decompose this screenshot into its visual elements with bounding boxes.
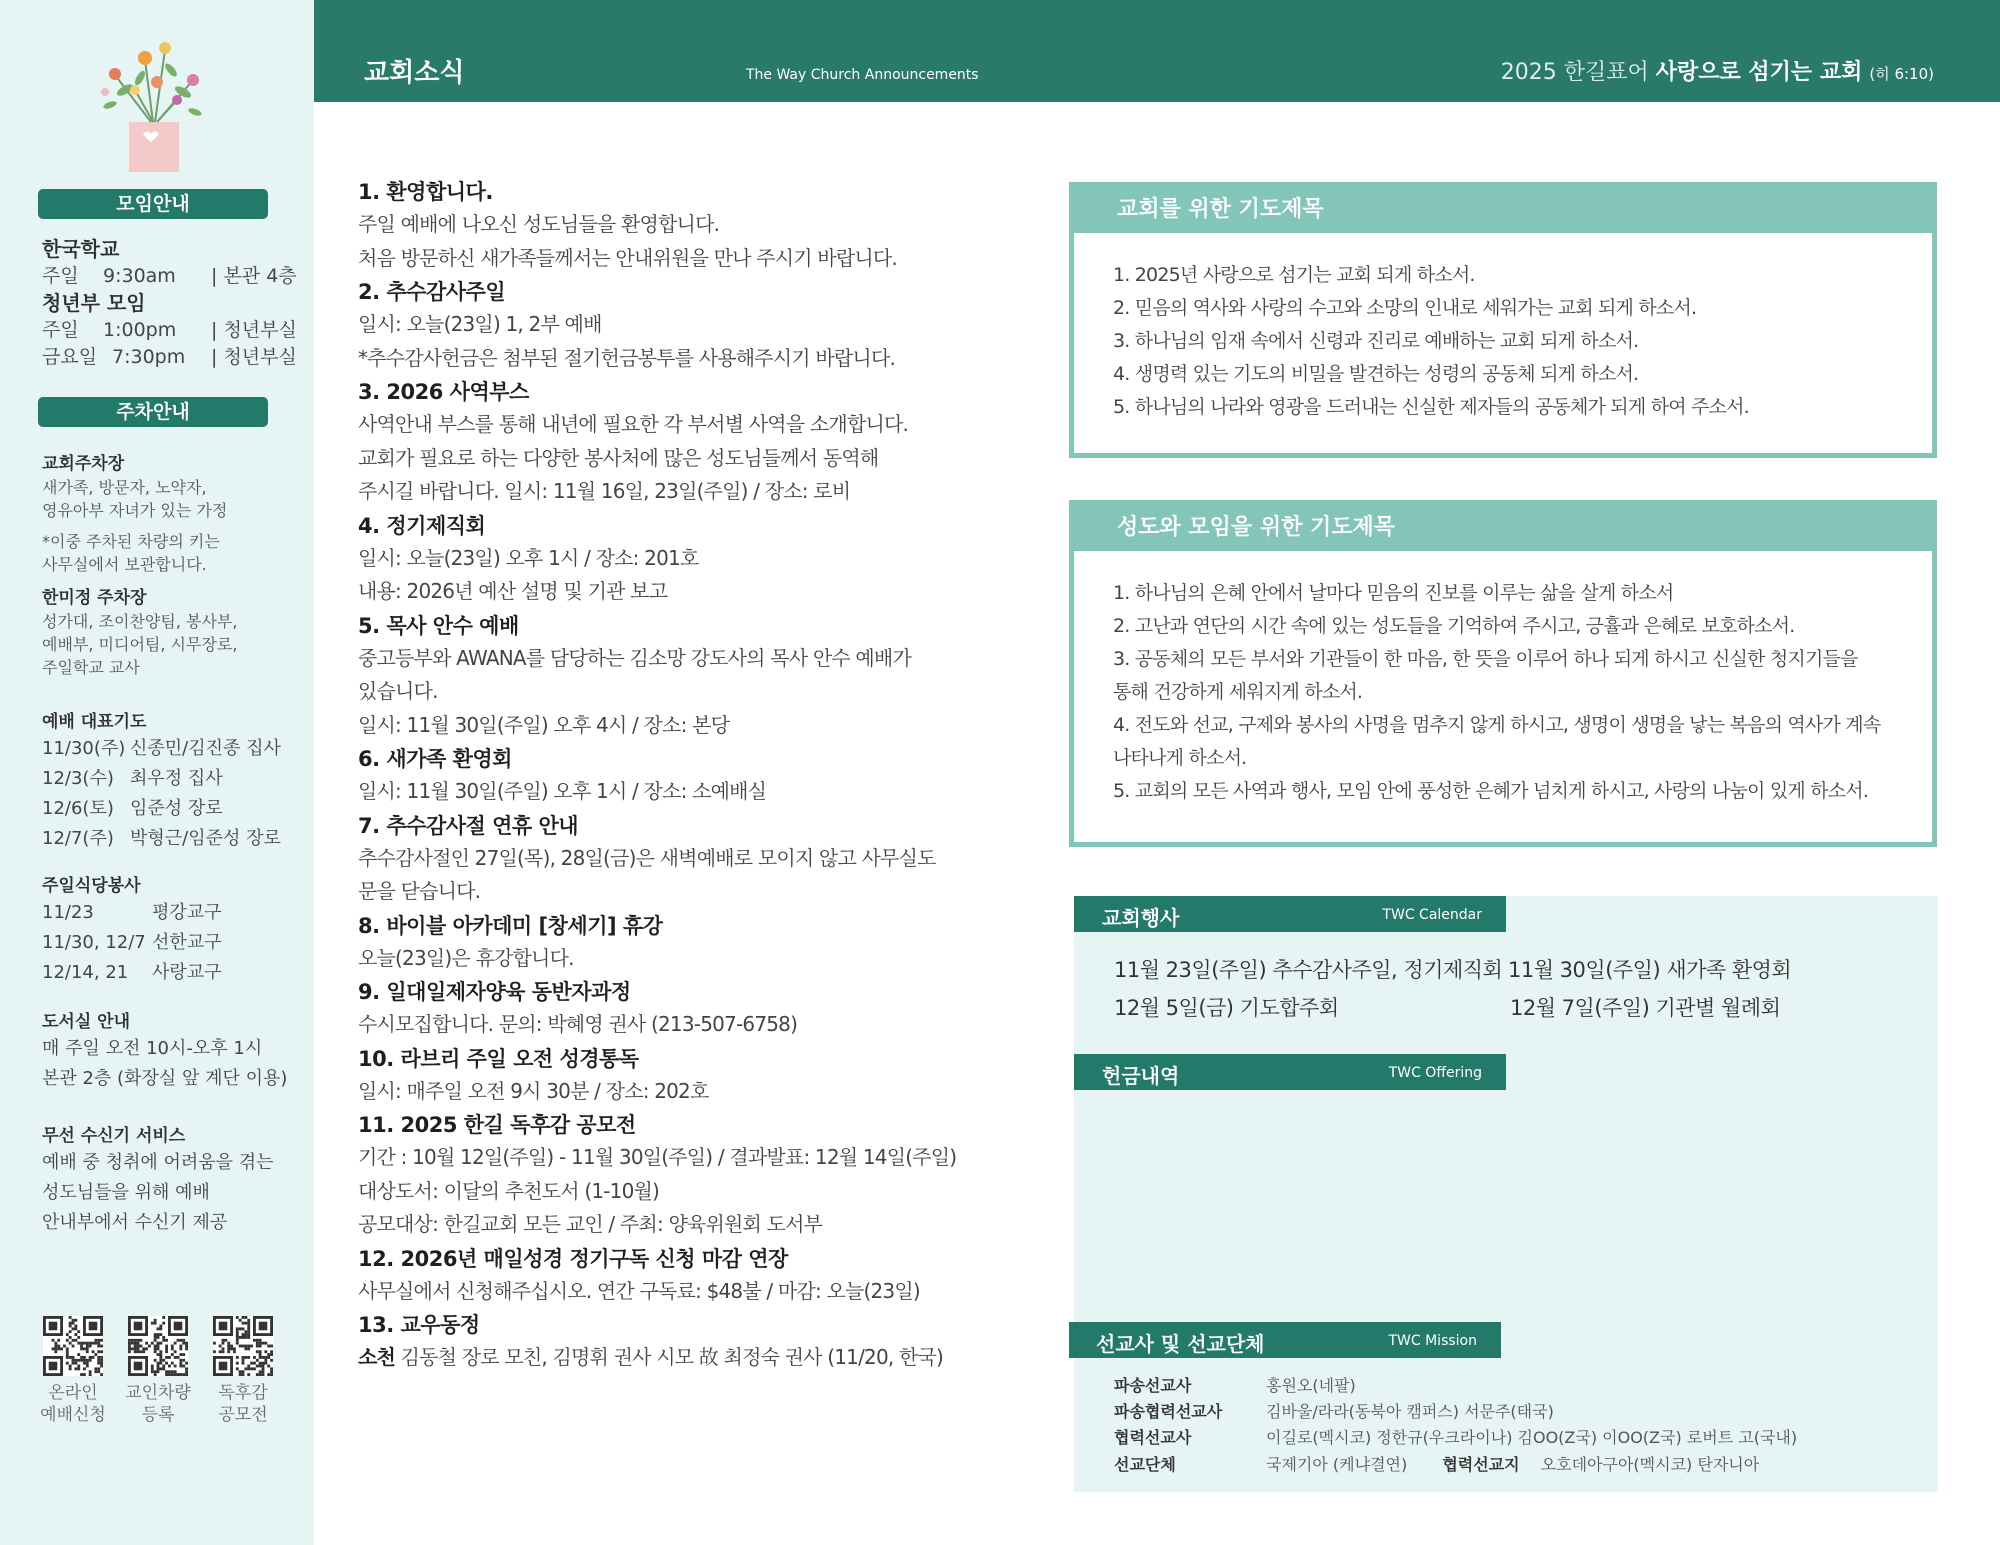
meeting-place: | 청년부실: [211, 346, 297, 368]
members-prayer-box: [1069, 500, 1937, 847]
qr-label: 등록: [141, 1405, 175, 1425]
church-prayer-box: [1069, 182, 1937, 458]
mission-key: 선교단체: [1114, 1455, 1176, 1474]
announcement-item: [358, 277, 988, 375]
announcement-line: 처음 방문하신 새가족들께서는 안내위원을 만나 주시기 바랍니다.: [358, 245, 897, 270]
parking-note: 사무실에서 보관합니다.: [42, 555, 207, 574]
announcement-title: 5. 목사 안수 예배: [358, 613, 519, 638]
announcement-line: *추수감사헌금은 첨부된 절기헌금봉투를 사용해주시기 바랍니다.: [358, 345, 896, 370]
calendar-event: 11월 30일(주일) 새가족 환영회: [1508, 958, 1792, 982]
announcement-line: 주일 예배에 나오신 성도님들을 환영합니다.: [358, 212, 720, 236]
announcement-title: 4. 정기제직회: [358, 513, 486, 538]
qr-label: 공모전: [218, 1405, 268, 1425]
wireless-section: [42, 1124, 302, 1238]
cafeteria-section: [42, 874, 302, 988]
mission-title: 선교사 및 선교단체: [1096, 1332, 1265, 1356]
announcement-title: 12. 2026년 매일성경 정기구독 신청 마감 연장: [358, 1246, 788, 1271]
rep-name: 박형근/임준성 장로: [130, 828, 281, 849]
sidebar: [0, 0, 314, 1545]
wireless-text: 성도님들을 위해 예배: [42, 1182, 210, 1203]
wireless-title: 무선 수신기 서비스: [42, 1126, 186, 1146]
page-title: 교회소식: [364, 58, 465, 88]
rep-name: 최우정 집사: [130, 768, 223, 789]
parking-section: [42, 452, 302, 679]
qr-code-icon: [213, 1316, 273, 1376]
mission-key: 파송협력선교사: [1114, 1402, 1223, 1421]
prayer-rep-title: 예배 대표기도: [42, 712, 147, 732]
announcement-line: 내용: 2026년 예산 설명 및 기관 보고: [358, 579, 668, 603]
announcement-item: [358, 611, 988, 743]
announcement-item: [358, 177, 988, 275]
parking-guide-label: 주차안내: [38, 397, 268, 427]
announcement-line: 대상도서: 이달의 추천도서 (1-10월): [358, 1178, 660, 1203]
library-text: 본관 2층 (화장실 앞 계단 이용): [42, 1068, 288, 1089]
meeting-row: [42, 317, 302, 344]
announcement-title: 7. 추수감사절 연휴 안내: [358, 813, 579, 838]
mission-key: 파송선교사: [1114, 1376, 1192, 1395]
qr-label: 독후감: [218, 1383, 268, 1403]
parking-text: 영유아부 자녀가 있는 가정: [42, 501, 228, 520]
motto-reference: (히 6:10): [1869, 65, 1934, 83]
cafeteria-date: 11/30, 12/7: [42, 932, 146, 953]
announcement-line: 기간 : 10월 12일(주일) - 11월 30일(주일) / 결과발표: 12월 14일(주일): [358, 1145, 957, 1169]
rep-name: 임준성 장로: [130, 798, 223, 819]
calendar-header: [1074, 896, 1506, 932]
prayer-item: 3. 공동체의 모든 부서와 기관들이 한 마음, 한 뜻을 이루어 하나 되게 하시고 신실한 청지기들을: [1113, 648, 1858, 670]
announcement-item: [358, 1244, 988, 1309]
announcement-text: 김동철 장로 모친, 김명휘 권사 시모 故 최정숙 권사 (11/20, 한국): [395, 1345, 944, 1369]
qr-label: 온라인: [48, 1383, 98, 1403]
prayer-item: 4. 전도와 선교, 구제와 봉사의 사명을 멈추지 않게 하시고, 생명이 생명을 낳는 복음의 역사가 계속: [1113, 714, 1881, 736]
announcements-list: [358, 177, 988, 1377]
announcement-line: 주시길 바랍니다. 일시: 11월 16일, 23일(주일) / 장소: 로비: [358, 479, 851, 503]
announcement-line: 오늘(23일)은 휴강합니다.: [358, 945, 574, 970]
announcement-line: 추수감사절인 27일(목), 28일(금)은 새벽예배로 모이지 않고 사무실도: [358, 845, 936, 870]
motto-prefix: 2025 한길표어: [1500, 60, 1649, 85]
parking-text: 예배부, 미디어팀, 시무장로,: [42, 635, 238, 654]
announcement-title: 10. 라브리 주일 오전 성경통독: [358, 1046, 639, 1071]
mission-extra-key: 협력선교지: [1442, 1455, 1520, 1474]
announcement-line: 사무실에서 신청해주십시오. 연간 구독료: $48불 / 마감: 오늘(23일): [358, 1278, 920, 1303]
prayer-rep-row: [42, 824, 302, 854]
qr-vehicle-registration[interactable]: [126, 1316, 190, 1426]
cafeteria-date: 12/14, 21: [42, 962, 129, 983]
meeting-day: 주일: [42, 319, 79, 341]
cafeteria-group: 선한교구: [152, 932, 222, 953]
rep-date: 11/30(주): [42, 738, 126, 759]
events-panel: [1074, 896, 1938, 1492]
parking-note: *이중 주차된 차량의 키는: [42, 532, 220, 551]
announcement-lead: 소천: [358, 1345, 396, 1369]
mission-value: [1266, 1452, 1759, 1475]
qr-book-report-contest[interactable]: [211, 1316, 275, 1426]
mission-subtitle: TWC Mission: [1388, 1333, 1477, 1349]
cafeteria-title: 주일식당봉사: [42, 876, 141, 896]
mission-value: 홍원오(네팔): [1266, 1376, 1356, 1395]
qr-code-icon: [43, 1316, 103, 1376]
announcement-item: [358, 911, 988, 976]
wireless-text: 예배 중 청취에 어려움을 겪는: [42, 1152, 274, 1173]
library-text: 매 주일 오전 10시-오후 1시: [42, 1038, 263, 1059]
cafeteria-group: 사랑교구: [152, 962, 222, 983]
qr-code-icon: [128, 1316, 188, 1376]
announcement-line: 있습니다.: [358, 679, 438, 703]
church-prayer-list: [1074, 233, 1932, 424]
announcement-title: 2. 추수감사주일: [358, 280, 506, 304]
yearly-motto: [1501, 55, 1934, 86]
parking-text: 주일학교 교사: [42, 658, 140, 677]
meeting-guide-label: 모임안내: [38, 189, 268, 219]
church-prayer-title: 교회를 위한 기도제목: [1074, 187, 1932, 233]
announcement-line: 교회가 필요로 하는 다양한 봉사처에 많은 성도님들께서 동역해: [358, 445, 879, 470]
church-parking-title: 교회주차장: [42, 454, 125, 474]
prayer-item: 5. 교회의 모든 사역과 행사, 모임 안에 풍성한 은혜가 넘치게 하시고, 사랑의 나눔이 있게 하소서.: [1113, 780, 1869, 802]
calendar-event: 12월 7일(주일) 기관별 월례회: [1510, 996, 1781, 1020]
meeting-time: 7:30pm: [112, 346, 186, 368]
meeting-row: [42, 263, 302, 290]
prayer-item: 2. 고난과 연단의 시간 속에 있는 성도들을 기억하여 주시고, 긍휼과 은혜로 보호하소서.: [1113, 615, 1795, 637]
rep-date: 12/3(수): [42, 768, 114, 789]
cafeteria-row: [42, 928, 302, 958]
announcement-title: 11. 2025 한길 독후감 공모전: [358, 1113, 636, 1137]
prayer-rep-section: [42, 710, 302, 854]
announcement-line: 문을 닫습니다.: [358, 879, 481, 903]
announcement-item: [358, 1310, 988, 1375]
meeting-name: 청년부 모임: [42, 291, 146, 315]
meeting-row: [42, 344, 302, 371]
members-prayer-title: 성도와 모임을 위한 기도제목: [1074, 505, 1932, 551]
announcement-item: [358, 744, 988, 809]
prayer-rep-row: [42, 734, 302, 764]
cafeteria-row: [42, 898, 302, 928]
announcement-item: [358, 811, 988, 909]
rep-date: 12/7(주): [42, 828, 114, 849]
mission-value: 김바울/라라(동북아 캠퍼스) 서문주(태국): [1266, 1402, 1554, 1421]
library-section: [42, 1010, 302, 1094]
parking-text: 성가대, 조이찬양팀, 봉사부,: [42, 612, 238, 631]
rep-date: 12/6(토): [42, 798, 114, 819]
offering-title: 헌금내역: [1102, 1064, 1180, 1088]
mission-extra-value: 오호데아구아(멕시코) 탄자니아: [1540, 1455, 1760, 1474]
calendar-event: 12월 5일(금) 기도합주회: [1114, 996, 1339, 1020]
library-title: 도서실 안내: [42, 1012, 131, 1032]
meetings-section: [42, 236, 302, 371]
announcement-line: 일시: 오늘(23일) 오후 1시 / 장소: 201호: [358, 545, 699, 570]
mission-key: 협력선교사: [1114, 1428, 1192, 1447]
mission-header: [1069, 1322, 1501, 1358]
qr-label: 예배신청: [40, 1405, 106, 1425]
flower-vase-illustration: [85, 30, 215, 175]
announcement-line: 일시: 11월 30일(주일) 오후 1시 / 장소: 소예배실: [358, 779, 767, 803]
page-subtitle: The Way Church Announcements: [746, 67, 979, 83]
offering-subtitle: TWC Offering: [1388, 1065, 1482, 1081]
meeting-day: 금요일: [42, 346, 98, 368]
prayer-item: 4. 생명력 있는 기도의 비밀을 발견하는 성령의 공동체 되게 하소서.: [1113, 363, 1639, 385]
announcement-line: 일시: 매주일 오전 9시 30분 / 장소: 202호: [358, 1078, 709, 1103]
meeting-day: 주일: [42, 265, 79, 287]
announcement-item: [358, 1110, 988, 1242]
prayer-item: 1. 2025년 사랑으로 섬기는 교회 되게 하소서.: [1113, 264, 1475, 286]
announcement-title: 3. 2026 사역부스: [358, 380, 529, 404]
announcement-line: [358, 1341, 988, 1375]
meeting-time: 9:30am: [103, 265, 176, 287]
announcement-line: 수시모집합니다. 문의: 박혜영 권사 (213-507-6758): [358, 1012, 798, 1036]
meeting-name: 한국학교: [42, 237, 120, 261]
announcement-title: 6. 새가족 환영회: [358, 747, 512, 771]
header-bar: [314, 0, 2000, 102]
prayer-item: 2. 믿음의 역사와 사랑의 수고와 소망의 인내로 세워가는 교회 되게 하소서.: [1113, 297, 1697, 319]
calendar-subtitle: TWC Calendar: [1382, 907, 1482, 923]
cafeteria-row: [42, 958, 302, 988]
rep-name: 신종민/김진종 집사: [130, 738, 281, 759]
cafeteria-group: 평강교구: [152, 902, 222, 923]
prayer-rep-row: [42, 794, 302, 824]
prayer-rep-row: [42, 764, 302, 794]
mission-org: 국제기아 (케냐결연): [1266, 1455, 1408, 1474]
qr-label: 교인차량: [125, 1383, 191, 1403]
meeting-time: 1:00pm: [103, 319, 177, 341]
announcement-title: 1. 환영합니다.: [358, 180, 493, 204]
prayer-item: 통해 건강하게 세워지게 하소서.: [1113, 681, 1363, 703]
parking-text: 새가족, 방문자, 노약자,: [42, 478, 207, 497]
calendar-title: 교회행사: [1102, 906, 1180, 930]
members-prayer-list: [1074, 551, 1932, 808]
announcement-line: 중고등부와 AWANA를 담당하는 김소망 강도사의 목사 안수 예배가: [358, 645, 911, 670]
hanmi-parking-title: 한미정 주차장: [42, 588, 147, 608]
calendar-event: 11월 23일(주일) 추수감사주일, 정기제직회: [1114, 958, 1503, 982]
cafeteria-date: 11/23: [42, 902, 94, 923]
announcement-line: 일시: 11월 30일(주일) 오후 4시 / 장소: 본당: [358, 712, 730, 737]
prayer-item: 3. 하나님의 임재 속에서 신령과 진리로 예배하는 교회 되게 하소서.: [1113, 330, 1639, 352]
announcement-title: 8. 바이블 아카데미 [창세기] 휴강: [358, 913, 663, 938]
announcement-line: 공모대상: 한길교회 모든 교인 / 주최: 양육위원회 도서부: [358, 1212, 823, 1236]
mission-value: 이길로(멕시코) 정한규(우크라이나) 김OO(Z국) 이OO(Z국) 로버트 고(국내): [1266, 1428, 1798, 1447]
announcement-title: 9. 일대일제자양육 동반자과정: [358, 980, 631, 1004]
announcement-item: [358, 1044, 988, 1109]
announcement-title: 13. 교우동정: [358, 1313, 480, 1337]
qr-online-worship[interactable]: [41, 1316, 105, 1426]
announcement-item: [358, 377, 988, 509]
announcement-line: 사역안내 부스를 통해 내년에 필요한 각 부서별 사역을 소개합니다.: [358, 412, 909, 436]
announcement-item: [358, 511, 988, 609]
meeting-place: | 본관 4층: [211, 265, 297, 287]
prayer-item: 나타나게 하소서.: [1113, 747, 1247, 769]
announcement-line: 일시: 오늘(23일) 1, 2부 예배: [358, 312, 602, 336]
announcement-item: [358, 977, 988, 1042]
meeting-place: | 청년부실: [211, 319, 297, 341]
motto-main: 사랑으로 섬기는 교회: [1655, 60, 1863, 85]
prayer-item: 1. 하나님의 은혜 안에서 날마다 믿음의 진보를 이루는 삶을 살게 하소서: [1113, 582, 1674, 604]
prayer-item: 5. 하나님의 나라와 영광을 드러내는 신실한 제자들의 공동체가 되게 하여 주소서.: [1113, 396, 1749, 418]
wireless-text: 안내부에서 수신기 제공: [42, 1212, 228, 1233]
offering-header: [1074, 1054, 1506, 1090]
